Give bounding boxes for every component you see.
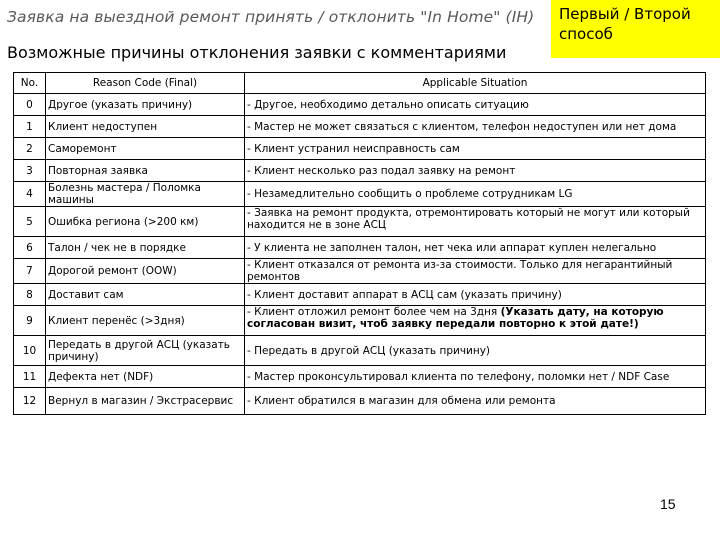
row-no: 3 xyxy=(14,160,46,182)
table-row xyxy=(14,116,706,138)
row-reason: Вернул в магазин / Экстрасервис xyxy=(46,388,245,415)
row-no: 6 xyxy=(14,237,46,259)
row-reason: Талон / чек не в порядке xyxy=(46,237,245,259)
row-reason: Другое (указать причину) xyxy=(46,94,245,116)
method-badge: Первый / Второй способ xyxy=(551,0,720,58)
row-no: 2 xyxy=(14,138,46,160)
row-no: 12 xyxy=(14,388,46,415)
table-row xyxy=(14,94,706,116)
row-reason: Саморемонт xyxy=(46,138,245,160)
row-reason: Дорогой ремонт (OOW) xyxy=(46,259,245,284)
row-situation: - Клиент несколько раз подал заявку на ремонт xyxy=(245,160,706,182)
row-situation: - Клиент отказался от ремонта из-за стоимости. Только для негарантийный ремонтов xyxy=(245,259,706,284)
table-row xyxy=(14,366,706,388)
row-situation: - Заявка на ремонт продукта, отремонтировать который не могут или который находится не в зоне АСЦ xyxy=(245,207,706,237)
row-reason: Ошибка региона (>200 км) xyxy=(46,207,245,237)
header-no: No. xyxy=(14,73,46,94)
row-no: 11 xyxy=(14,366,46,388)
row-situation-text: - Клиент отложил ремонт более чем на 3дня xyxy=(247,306,498,318)
header-applicable-situation: Applicable Situation xyxy=(245,73,706,94)
row-situation: - Клиент доставит аппарат в АСЦ сам (указать причину) xyxy=(245,284,706,306)
row-situation-emphasis: (Указать дату, на которую согласован визит, чтоб заявку передали повторно к этой дате!) xyxy=(247,306,664,330)
page-subtitle: Возможные причины отклонения заявки с комментариями xyxy=(7,43,507,62)
row-no: 10 xyxy=(14,336,46,366)
row-reason: Болезнь мастера / Поломка машины xyxy=(46,182,245,207)
page-number: 15 xyxy=(660,496,676,512)
table-row xyxy=(14,182,706,207)
row-reason: Клиент перенёс (>3дня) xyxy=(46,306,245,336)
row-no: 9 xyxy=(14,306,46,336)
row-reason: Клиент недоступен xyxy=(46,116,245,138)
reason-codes-table xyxy=(13,72,706,415)
header-reason-code: Reason Code (Final) xyxy=(46,73,245,94)
table-row xyxy=(14,284,706,306)
table-row xyxy=(14,160,706,182)
row-situation: - Другое, необходимо детально описать ситуацию xyxy=(245,94,706,116)
table-row xyxy=(14,138,706,160)
page-title: Заявка на выездной ремонт принять / отклонить "In Home" (IH) xyxy=(7,8,535,26)
row-reason: Повторная заявка xyxy=(46,160,245,182)
table-row xyxy=(14,237,706,259)
row-situation: - Незамедлительно сообщить о проблеме сотрудникам LG xyxy=(245,182,706,207)
table-row xyxy=(14,336,706,366)
row-situation: - Клиент устранил неисправность сам xyxy=(245,138,706,160)
row-no: 4 xyxy=(14,182,46,207)
row-reason: Передать в другой АСЦ (указать причину) xyxy=(46,336,245,366)
table-row xyxy=(14,259,706,284)
table-row xyxy=(14,306,706,336)
row-no: 7 xyxy=(14,259,46,284)
row-situation: - Передать в другой АСЦ (указать причину) xyxy=(245,336,706,366)
row-no: 5 xyxy=(14,207,46,237)
row-no: 8 xyxy=(14,284,46,306)
row-situation: - Мастер не может связаться с клиентом, телефон недоступен или нет дома xyxy=(245,116,706,138)
row-reason: Дефекта нет (NDF) xyxy=(46,366,245,388)
table-header-row xyxy=(14,73,706,94)
row-situation: - Клиент обратился в магазин для обмена или ремонта xyxy=(245,388,706,415)
row-no: 1 xyxy=(14,116,46,138)
table-row xyxy=(14,207,706,237)
row-situation: - У клиента не заполнен талон, нет чека или аппарат куплен нелегально xyxy=(245,237,706,259)
table-row xyxy=(14,388,706,415)
row-situation: - Мастер проконсультировал клиента по телефону, поломки нет / NDF Case xyxy=(245,366,706,388)
row-reason: Доставит сам xyxy=(46,284,245,306)
row-no: 0 xyxy=(14,94,46,116)
row-situation xyxy=(245,306,706,336)
